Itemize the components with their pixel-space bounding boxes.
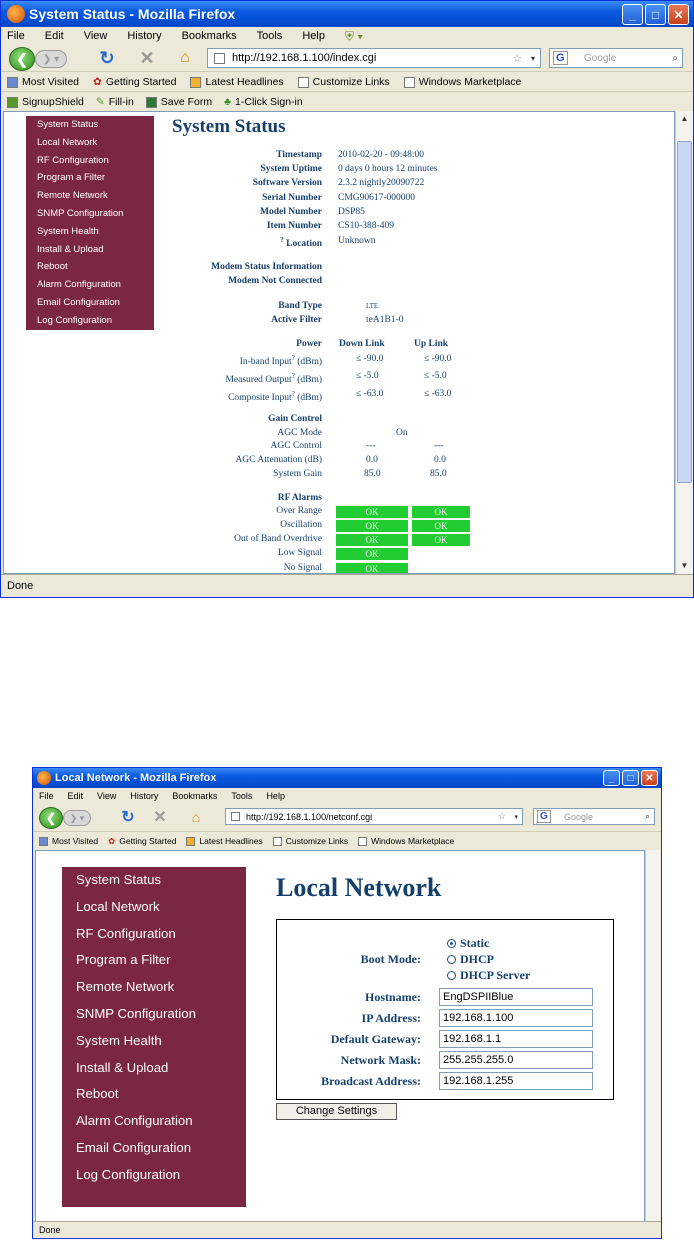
page-icon [231,812,240,821]
network-mask-label: Network Mask: [340,1053,421,1067]
power-col-down: Down Link [339,339,385,349]
power-row-label: In-band Input? (dBm) [239,354,322,368]
search-icon[interactable]: ⌕ [644,811,650,821]
scroll-down-icon[interactable]: ▼ [680,561,689,570]
one-click-signin-button[interactable]: ♣ 1-Click Sign-in [224,96,303,108]
minimize-button[interactable]: _ [622,4,643,25]
sidebar-item-program-filter[interactable]: Program a Filter [76,952,171,968]
menu-bookmarks[interactable]: Bookmarks [181,30,237,42]
google-icon: G [553,51,568,65]
menu-history[interactable]: History [127,30,162,42]
search-placeholder: Google [564,811,594,822]
network-mask-field[interactable]: 255.255.255.0 [439,1051,593,1069]
gain-up-value: 0.0 [434,455,446,465]
menu-edit[interactable]: Edit [44,30,64,42]
bookmarks-toolbar [1,71,693,92]
alarm-row-label: Oscillation [280,520,322,530]
default-gateway-field[interactable]: 192.168.1.1 [439,1030,593,1048]
help-link[interactable]: ? [280,236,284,244]
menu-help[interactable]: Help [302,30,325,42]
help-link[interactable]: ? [291,390,295,398]
radio-icon [447,955,456,964]
alarm-down-status: OK [336,520,408,532]
signupshield-button[interactable]: SignupShield [7,96,84,108]
bookmark-latest-headlines[interactable]: Latest Headlines [186,836,262,846]
addon-toolbar [1,91,693,112]
info-value: CMG90617-000000 [338,193,416,203]
reload-icon[interactable]: ↻ [121,809,135,826]
forward-button[interactable]: ❯ ▾ [63,810,91,826]
forward-button[interactable]: ❯ ▾ [35,50,67,68]
menu-view[interactable]: View [83,30,108,42]
info-value: 2.3.2 nightly20090722 [338,178,425,188]
change-settings-button[interactable]: Change Settings [276,1103,397,1120]
url-bar[interactable] [207,48,541,68]
menu-tools[interactable]: Tools [231,791,253,801]
stop-icon[interactable]: ✕ [153,809,167,826]
menu-view[interactable]: View [97,791,117,801]
rss-folder-icon [190,77,201,88]
search-icon[interactable]: ⌕ [672,52,678,64]
page-icon [404,77,415,88]
bookmark-getting-started[interactable]: ✿ Getting Started [93,76,177,88]
sidebar-item-remote-network[interactable]: Remote Network [37,190,108,202]
url-dropdown-icon[interactable]: ▾ [530,53,535,63]
scroll-up-icon[interactable]: ▲ [680,114,689,123]
power-up-value: ≤ -63.0 [424,389,452,399]
rss-folder-icon [186,837,195,846]
power-header: Power [296,339,322,349]
vertical-scrollbar[interactable] [645,850,660,1222]
info-label: Serial Number [262,193,322,203]
alarm-up-status: OK [412,520,470,532]
sidebar-item-alarm-configuration[interactable]: Alarm Configuration [37,279,121,291]
info-value: Unknown [338,236,376,246]
alarm-down-status: OK [336,506,408,518]
menu-bar [33,788,661,804]
power-row-label: Composite Input? (dBm) [228,390,322,404]
window-title: Local Network - Mozilla Firefox [55,772,217,784]
page-icon [273,837,282,846]
home-icon[interactable]: ⌂ [180,49,190,66]
bookmarks-toolbar [33,831,661,850]
sidebar-item-system-health[interactable]: System Health [76,1032,162,1048]
menu-bar [1,27,693,45]
page-icon [214,53,225,64]
hostname-field[interactable]: EngDSPIIBlue [439,988,593,1006]
radio-dhcp-server[interactable]: DHCP Server [447,968,530,983]
bookmark-windows-marketplace[interactable]: Windows Marketplace [358,836,454,846]
menu-edit[interactable]: Edit [67,791,84,801]
sidebar-item-program-filter[interactable]: Program a Filter [37,172,106,184]
bookmark-customize-links[interactable]: Customize Links [273,836,348,846]
maximize-button[interactable]: □ [622,770,639,786]
bookmark-most-visited[interactable]: Most Visited [7,76,79,88]
band-type-label: Band Type [278,301,322,311]
power-up-value: ≤ -90.0 [424,354,452,364]
shield-icon[interactable]: ⛨ ▾ [344,28,364,43]
bookmark-latest-headlines[interactable]: Latest Headlines [190,76,283,88]
help-link[interactable]: ? [291,354,295,362]
alarm-up-status: OK [412,506,470,518]
power-up-value: ≤ -5.0 [424,371,447,381]
sidebar-item-install-upload[interactable]: Install & Upload [37,243,104,255]
url-text: http://192.168.1.100/index.cgi [232,52,377,64]
info-label: ? Location [280,236,322,250]
sidebar-item-remote-network[interactable]: Remote Network [76,979,175,995]
gain-row-label: AGC Control [270,441,322,451]
scroll-thumb[interactable] [677,141,692,483]
gain-down-value: 85.0 [364,469,381,479]
navigation-toolbar [1,45,693,71]
sidebar-item-local-network[interactable]: Local Network [76,898,160,914]
gain-up-value: --- [434,441,444,451]
firefox-icon [37,771,51,785]
url-dropdown-icon[interactable]: ▾ [514,813,518,821]
sidebar-item-system-status[interactable]: System Status [37,119,99,130]
firefox-bookmark-icon: ✿ [108,835,116,846]
search-box[interactable] [533,808,655,825]
band-type-value: LTE [366,302,379,310]
close-button[interactable]: ✕ [641,770,658,786]
sidebar-item-log-configuration[interactable]: Log Configuration [37,314,112,326]
gain-row-label: AGC Mode [277,428,322,438]
ip-address-label: IP Address: [361,1011,421,1025]
info-label: Model Number [259,207,322,217]
home-icon[interactable]: ⌂ [191,809,201,825]
gain-row-label: AGC Attenuation (dB) [235,455,322,465]
firefox-icon [7,5,25,23]
gain-down-value: 0.0 [366,455,378,465]
status-text: Done [39,1225,61,1235]
boot-mode-label: Boot Mode: [360,952,421,966]
floppy-icon [146,97,157,108]
alarm-up-status: OK [412,534,470,546]
save-form-button[interactable]: Save Form [146,96,212,108]
sidebar-item-rf-configuration[interactable]: RF Configuration [37,154,109,166]
power-row-label: Measured Output? (dBm) [225,372,322,386]
page-icon [298,77,309,88]
bookmark-most-visited[interactable]: Most Visited [39,836,98,846]
network-settings-form [276,919,614,1100]
info-label: Item Number [266,221,322,231]
info-label: Software Version [252,178,322,188]
modem-header: Modem Status Information [211,262,322,272]
gain-up-value: 85.0 [430,469,447,479]
info-value: DSP85 [338,207,365,217]
radio-selected-icon [447,939,456,948]
window-title: System Status - Mozilla Firefox [29,6,236,22]
power-down-value: ≤ -5.0 [356,371,379,381]
sidebar-item-install-upload[interactable]: Install & Upload [76,1059,169,1075]
back-button[interactable]: ❮ [39,807,63,829]
alarm-down-status: OK [336,563,408,574]
fill-in-button[interactable]: ✎ Fill-in [95,96,134,108]
alarm-row-label: Over Range [276,506,322,516]
title-bar[interactable] [33,768,661,788]
maximize-button[interactable]: □ [645,4,666,25]
page-icon [358,837,367,846]
bookmark-customize-links[interactable]: Customize Links [298,76,390,88]
sidebar-item-alarm-configuration[interactable]: Alarm Configuration [76,1113,193,1129]
ip-address-field[interactable]: 192.168.1.100 [439,1009,593,1027]
back-button[interactable]: ❮ [9,47,35,71]
menu-bookmarks[interactable]: Bookmarks [172,791,218,801]
vertical-scrollbar[interactable] [675,111,693,574]
alarm-row-label: Out of Band Overdrive [234,534,322,544]
page-title: Local Network [276,873,442,902]
search-placeholder: Google [584,52,617,64]
folder-icon [39,837,48,846]
firefox-bookmark-icon: ✿ [93,76,102,88]
bookmark-getting-started[interactable]: ✿ Getting Started [108,835,177,846]
radio-static[interactable]: Static [447,936,489,951]
broadcast-address-label: Broadcast Address: [321,1074,421,1088]
sidebar-item-reboot[interactable]: Reboot [76,1086,119,1102]
pencil-icon: ✎ [95,96,105,108]
search-box[interactable] [549,48,683,68]
radio-dhcp[interactable]: DHCP [447,952,494,967]
info-label: Timestamp [276,150,322,160]
active-filter-label: Active Filter [271,315,322,325]
menu-help[interactable]: Help [266,791,285,801]
sidebar-item-snmp-configuration[interactable]: SNMP Configuration [76,1005,196,1021]
sidebar-item-reboot[interactable]: Reboot [37,261,68,273]
url-text: http://192.168.1.100/netconf.cgi [246,811,373,822]
sidebar-item-email-configuration[interactable]: Email Configuration [37,296,120,308]
star-icon[interactable]: ☆ [497,811,506,821]
title-bar[interactable] [1,1,693,27]
google-icon: G [537,810,551,823]
sidebar-item-log-configuration[interactable]: Log Configuration [76,1166,181,1182]
sidebar-item-system-status[interactable]: System Status [76,872,162,887]
status-bar [33,1221,661,1238]
sidebar-item-email-configuration[interactable]: Email Configuration [76,1139,192,1155]
info-value: 0 days 0 hours 12 minutes [338,164,438,174]
shield-icon [7,97,18,108]
alarms-header: RF Alarms [277,493,322,503]
page-content [3,111,675,574]
page-title: System Status [172,116,286,137]
gain-header: Gain Control [268,414,322,424]
page-content [35,850,645,1222]
star-icon[interactable]: ☆ [512,52,522,65]
gain-down-value: --- [366,441,376,451]
bookmark-windows-marketplace[interactable]: Windows Marketplace [404,76,522,88]
url-bar[interactable] [225,808,523,825]
power-down-value: ≤ -63.0 [356,389,384,399]
sidebar-item-snmp-configuration[interactable]: SNMP Configuration [37,207,124,219]
menu-tools[interactable]: Tools [256,30,283,42]
help-link[interactable]: ? [291,372,295,380]
sidebar-item-local-network[interactable]: Local Network [37,136,98,148]
people-icon: ♣ [224,96,232,108]
alarm-down-status: OK [336,534,408,546]
power-down-value: ≤ -90.0 [356,354,384,364]
info-value: CS10-388-409 [338,221,394,231]
firefox-window-system-status [0,0,694,598]
radio-icon [447,971,456,980]
menu-history[interactable]: History [130,791,159,801]
info-label: System Uptime [260,164,322,174]
folder-icon [7,77,18,88]
active-filter-value: teA1B1-0 [366,315,404,325]
status-bar [1,574,693,597]
menu-file[interactable]: File [7,30,25,42]
alarm-row-label: Low Signal [277,548,322,558]
gain-down-value: On [396,428,408,438]
modem-status: Modem Not Connected [228,276,322,286]
power-col-up: Up Link [414,339,449,349]
hostname-label: Hostname: [365,990,421,1004]
alarm-row-label: No Signal [283,563,322,573]
sidebar-item-rf-configuration[interactable]: RF Configuration [76,925,176,941]
menu-file[interactable]: File [39,791,54,801]
sidebar-nav [26,116,154,330]
minimize-button[interactable]: _ [603,770,620,786]
alarm-down-status: OK [336,548,408,560]
sidebar-nav [62,867,246,1207]
navigation-toolbar [33,804,661,830]
info-value: 2010-02-20 - 09:48:00 [338,150,425,160]
gain-row-label: System Gain [273,469,322,479]
status-text: Done [7,580,34,592]
stop-icon[interactable]: ✕ [139,47,155,68]
close-button[interactable]: ✕ [668,4,689,25]
broadcast-address-field[interactable]: 192.168.1.255 [439,1072,593,1090]
firefox-window-local-network [32,767,662,1239]
sidebar-item-system-health[interactable]: System Health [37,225,99,237]
default-gateway-label: Default Gateway: [330,1032,421,1046]
reload-icon[interactable]: ↻ [99,47,115,68]
